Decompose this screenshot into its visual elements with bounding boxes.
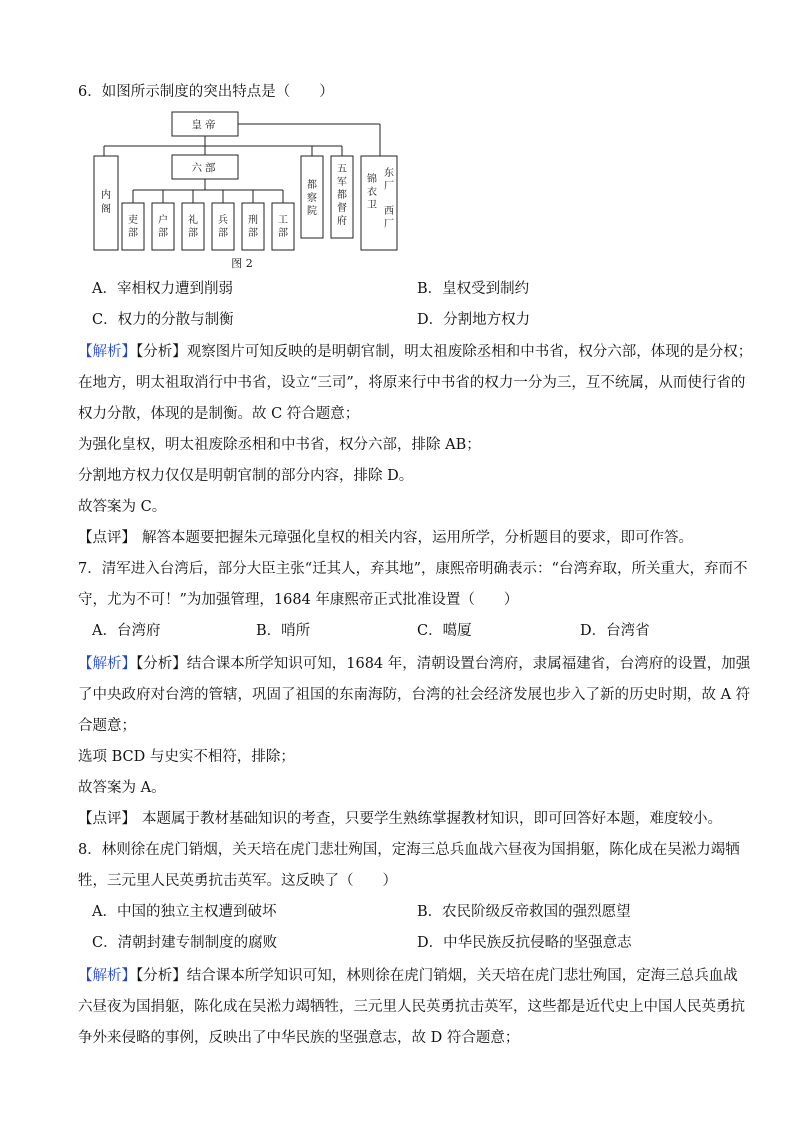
- q8-analysis-line-1: [78, 966, 738, 986]
- ministry-label-1: 户部: [158, 215, 168, 239]
- q7-comment: [78, 809, 722, 829]
- wujun-label: 五军都督府: [337, 164, 347, 227]
- q7-stem-line-2: 守，尤为不可！”为加强管理，1684 年康熙帝正式批准设置（ ）: [78, 592, 519, 608]
- q8-option-a: A．中国的独立主权遭到破坏: [92, 904, 277, 920]
- q8-stem-line-1: 8．林则徐在虎门销烟，关天培在虎门悲壮殉国，定海三总兵血战六昼夜为国捐躯，陈化成在吴淞力竭牺: [78, 842, 740, 858]
- dongchang-label: 东厂: [384, 168, 394, 192]
- q6-analysis-line-5: 分割地方权力仅仅是明朝官制的部分内容，排除 D。: [78, 468, 414, 484]
- figure-caption: 图 2: [231, 257, 253, 270]
- ministry-label-4: 刑部: [248, 215, 258, 239]
- comment-text: 解答本题要把握朱元璋强化皇权的相关内容，运用所学，分析题目的要求，即可作答。: [142, 530, 693, 546]
- q7-analysis-line-1: [78, 654, 750, 674]
- q7-analysis-line-5: 故答案为 A。: [78, 780, 166, 796]
- analysis-tag: 【解析】: [78, 344, 136, 360]
- q7-stem-line-1: 7．清军进入台湾后，部分大臣主张“迁其人，弃其地”，康熙帝明确表示：“台湾弃取，所关重大，弃而不: [78, 561, 748, 577]
- q8-option-c: C．清朝封建专制制度的腐败: [92, 935, 278, 951]
- jinyiwei-label: 锦衣卫: [367, 174, 377, 211]
- analysis-text: 【分析】观察图片可知反映的是明朝官制，明太祖废除丞相和中书省，权分六部，体现的是分权；: [136, 344, 753, 360]
- q7-analysis-line-4: 选项 BCD 与史实不相符，排除；: [78, 749, 295, 765]
- q6-org-chart: [92, 110, 412, 270]
- emperor-label: 皇帝: [191, 119, 219, 131]
- comment-text: 本题属于教材基础知识的考查，只要学生熟练掌握教材知识，即可回答好本题，难度较小。: [142, 811, 722, 827]
- q6-analysis-line-2: 在地方，明太祖取消行中书省，设立“三司”，将原来行中书省的权力一分为三，互不统属，从而使行省的: [78, 375, 746, 391]
- analysis-text: 【分析】结合课本所学知识可知，林则徐在虎门销烟，关天培在虎门悲壮殉国，定海三总兵血战: [136, 968, 738, 984]
- comment-tag: 【点评】: [78, 811, 136, 827]
- six-ministries-label: 六部: [191, 162, 219, 174]
- q6-analysis-line-6: 故答案为 C。: [78, 499, 167, 515]
- comment-tag: 【点评】: [78, 530, 136, 546]
- q7-option-c: C．噶厦: [417, 623, 472, 639]
- q6-option-c: C．权力的分散与制衡: [92, 312, 234, 328]
- q8-analysis-line-3: 争外来侵略的事例，反映出了中华民族的坚强意志，故 D 符合题意；: [78, 1030, 520, 1046]
- q7-analysis-line-2: 了中央政府对台湾的管辖，巩固了祖国的东南海防，台湾的社会经济发展也步入了新的历史时期，故 A 符: [78, 687, 751, 703]
- q6-option-b: B．皇权受到制约: [417, 281, 530, 297]
- analysis-tag: 【解析】: [78, 968, 136, 984]
- q6-analysis-line-3: 权力分散，体现的是制衡。故 C 符合题意；: [78, 406, 360, 422]
- ministry-label-5: 工部: [278, 215, 288, 239]
- q6-comment: [78, 528, 693, 548]
- ducha-label: 都察院: [307, 180, 317, 217]
- ministry-label-3: 兵部: [218, 215, 228, 239]
- q7-analysis-line-3: 合题意；: [78, 718, 136, 734]
- ministry-label-0: 吏部: [128, 215, 138, 239]
- q8-option-b: B．农民阶级反帝救国的强烈愿望: [417, 904, 631, 920]
- q6-option-d: D．分割地方权力: [417, 312, 531, 328]
- q8-stem-line-2: 牲，三元里人民英勇抗击英军。这反映了（ ）: [78, 873, 397, 889]
- q7-option-d: D．台湾省: [580, 623, 650, 639]
- q7-option-a: A．台湾府: [92, 623, 161, 639]
- q6-stem: 6．如图所示制度的突出特点是（ ）: [78, 84, 334, 100]
- xichang-label: 西厂: [384, 206, 394, 230]
- analysis-text: 【分析】结合课本所学知识可知，1684 年，清朝设置台湾府，隶属福建省，台湾府的设置，加强: [136, 656, 751, 672]
- q8-option-d: D．中华民族反抗侵略的坚强意志: [417, 935, 632, 951]
- q6-option-a: A．宰相权力遭到削弱: [92, 281, 233, 297]
- q6-analysis-line-1: [78, 342, 752, 362]
- q8-analysis-line-2: 六昼夜为国捐躯，陈化成在吴淞力竭牺牲，三元里人民英勇抗击英军，这些都是近代史上中国人民英勇抗: [78, 999, 745, 1015]
- q7-option-b: B．哨所: [256, 623, 311, 639]
- neige-label: 内阁: [101, 190, 111, 215]
- analysis-tag: 【解析】: [78, 656, 136, 672]
- ministry-label-2: 礼部: [188, 215, 198, 239]
- q6-analysis-line-4: 为强化皇权，明太祖废除丞相和中书省，权分六部，排除 AB；: [78, 437, 481, 453]
